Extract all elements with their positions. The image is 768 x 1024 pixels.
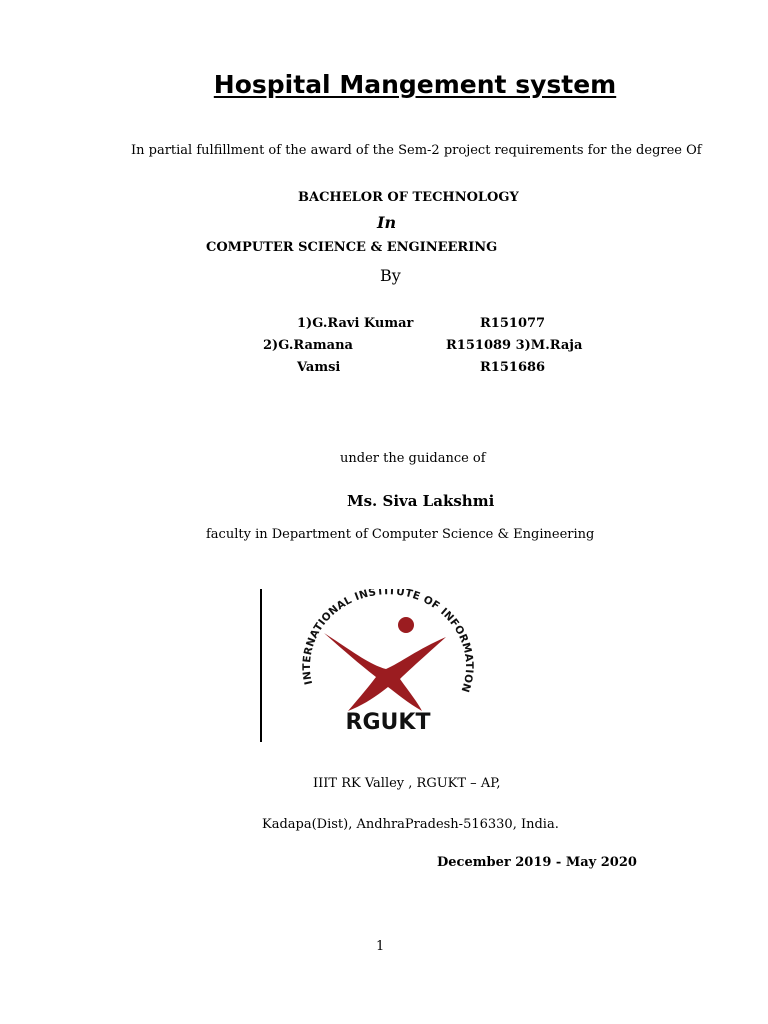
project-dates: December 2019 - May 2020 xyxy=(437,855,637,870)
red-figure-icon xyxy=(324,617,446,711)
by-word: By xyxy=(380,266,401,285)
degree-name: BACHELOR OF TECHNOLOGY xyxy=(298,190,519,205)
document-title: Hospital Mangement system xyxy=(213,70,617,99)
student-id-3: R151686 xyxy=(480,360,546,375)
rgukt-logo xyxy=(260,589,518,742)
guide-name: Ms. Siva Lakshmi xyxy=(347,492,495,510)
address-line-1: IIIT RK Valley , RGUKT – AP, xyxy=(313,776,501,791)
logo-name-text: RGUKT xyxy=(345,710,431,735)
student-id-2: R151089 3)M.Raja xyxy=(446,338,583,353)
rgukt-emblem-icon xyxy=(262,589,518,742)
student-name-2: 2)G.Ramana xyxy=(263,338,353,353)
branch-name: COMPUTER SCIENCE & ENGINEERING xyxy=(206,240,498,255)
project-requirement-text: In partial fulfillment of the award of the Sem-2 project requirements for the degree Of xyxy=(131,143,702,158)
guidance-text: under the guidance of xyxy=(340,451,486,466)
in-word: In xyxy=(377,213,397,232)
student-name-1: 1)G.Ravi Kumar xyxy=(297,316,414,331)
student-name-3: Vamsi xyxy=(297,360,341,375)
student-id-1: R151077 xyxy=(480,316,546,331)
faculty-text: faculty in Department of Computer Science & Engineering xyxy=(206,527,595,542)
logo-ring-text: INTERNATIONAL INSTITUTE OF INFORMATION xyxy=(300,589,476,694)
address-line-2: Kadapa(Dist), AndhraPradesh-516330, India. xyxy=(262,817,559,832)
page-number: 1 xyxy=(376,939,385,954)
